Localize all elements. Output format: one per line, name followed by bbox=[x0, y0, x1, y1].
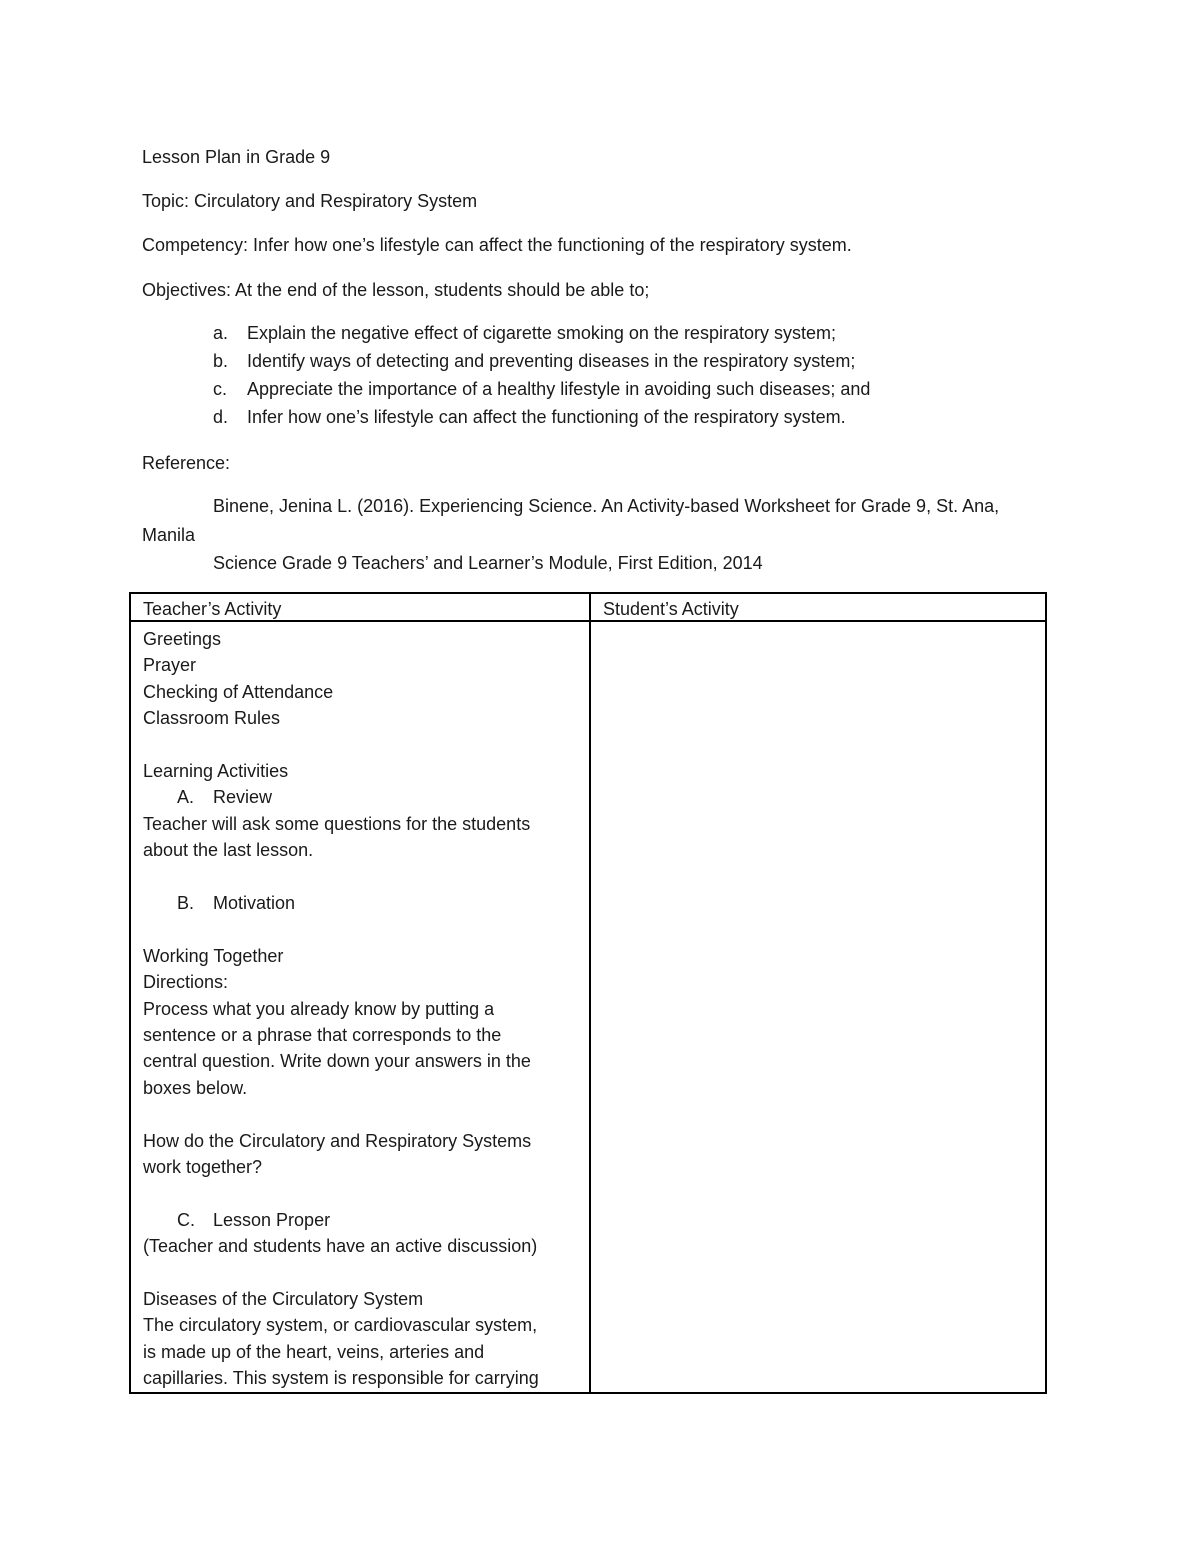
table-line: Directions: bbox=[143, 972, 229, 993]
blank-line bbox=[143, 1180, 577, 1206]
blank-line bbox=[143, 1101, 577, 1127]
table-line: The circulatory system, or cardiovascular system, bbox=[143, 1315, 538, 1336]
activity-item-label: Motivation bbox=[213, 893, 296, 914]
reference-1-line-1: Binene, Jenina L. (2016). Experiencing Science. An Activity-based Worksheet for Grade 9, St. Ana, bbox=[213, 496, 1000, 516]
blank-line bbox=[143, 732, 577, 758]
activity-item-label: Review bbox=[213, 787, 273, 808]
table-line: Prayer bbox=[143, 655, 197, 676]
reference-label: Reference: bbox=[142, 453, 231, 473]
table-line: Process what you already know by putting a bbox=[143, 998, 495, 1019]
list-marker: A. bbox=[177, 787, 195, 808]
competency-line: Competency: Infer how one’s lifestyle can affect the functioning of the respiratory system. bbox=[142, 235, 852, 255]
activity-item bbox=[143, 784, 577, 810]
reference-1-line-2: Manila bbox=[142, 525, 196, 545]
table-line: sentence or a phrase that corresponds to the bbox=[143, 1025, 502, 1046]
table-header-row bbox=[130, 593, 1046, 621]
student-activity-header: Student’s Activity bbox=[590, 593, 1046, 621]
activity-item bbox=[143, 890, 577, 916]
table-line: Diseases of the Circulatory System bbox=[143, 1289, 424, 1310]
table-row bbox=[130, 621, 1046, 1393]
teacher-activity-header: Teacher’s Activity bbox=[130, 593, 590, 621]
list-marker: b. bbox=[213, 351, 229, 371]
table-line: Classroom Rules bbox=[143, 708, 281, 729]
table-line: (Teacher and students have an active discussion) bbox=[143, 1236, 538, 1257]
table-line: about the last lesson. bbox=[143, 840, 314, 861]
objective-text: Appreciate the importance of a healthy lifestyle in avoiding such diseases; and bbox=[247, 379, 871, 399]
blank-line bbox=[143, 1260, 577, 1286]
reference-2: Science Grade 9 Teachers’ and Learner’s Module, First Edition, 2014 bbox=[213, 553, 763, 573]
table-line: boxes below. bbox=[143, 1077, 248, 1098]
section-heading: Learning Activities bbox=[143, 761, 289, 782]
objectives-intro: Objectives: At the end of the lesson, students should be able to; bbox=[142, 280, 650, 300]
activity-item-label: Lesson Proper bbox=[213, 1209, 331, 1230]
table-line: Working Together bbox=[143, 945, 284, 966]
objective-text: Explain the negative effect of cigarette smoking on the respiratory system; bbox=[247, 323, 836, 343]
objective-text: Infer how one’s lifestyle can affect the functioning of the respiratory system. bbox=[247, 407, 846, 427]
teacher-activity-cell bbox=[130, 621, 590, 1393]
table-line: is made up of the heart, veins, arteries and bbox=[143, 1341, 485, 1362]
topic-line: Topic: Circulatory and Respiratory System bbox=[142, 191, 478, 211]
list-marker: C. bbox=[177, 1209, 195, 1230]
list-marker: a. bbox=[213, 323, 229, 343]
table-line: How do the Circulatory and Respiratory Systems bbox=[143, 1130, 532, 1151]
table-line: central question. Write down your answers in the bbox=[143, 1051, 531, 1072]
page-title: Lesson Plan in Grade 9 bbox=[142, 147, 331, 167]
list-marker: B. bbox=[177, 893, 195, 914]
list-marker: c. bbox=[213, 379, 228, 399]
table-line: Checking of Attendance bbox=[143, 681, 334, 702]
table-line: capillaries. This system is responsible for carrying bbox=[143, 1368, 539, 1389]
activities-table bbox=[129, 592, 1047, 1394]
blank-line bbox=[143, 864, 577, 890]
objective-text: Identify ways of detecting and preventing diseases in the respiratory system; bbox=[247, 351, 856, 371]
student-activity-cell bbox=[590, 621, 1046, 1393]
list-marker: d. bbox=[213, 407, 229, 427]
activity-item bbox=[143, 1207, 577, 1233]
table-line: work together? bbox=[143, 1157, 263, 1178]
table-line: Teacher will ask some questions for the students bbox=[143, 813, 531, 834]
table-line: Greetings bbox=[143, 629, 222, 649]
blank-line bbox=[143, 916, 577, 942]
